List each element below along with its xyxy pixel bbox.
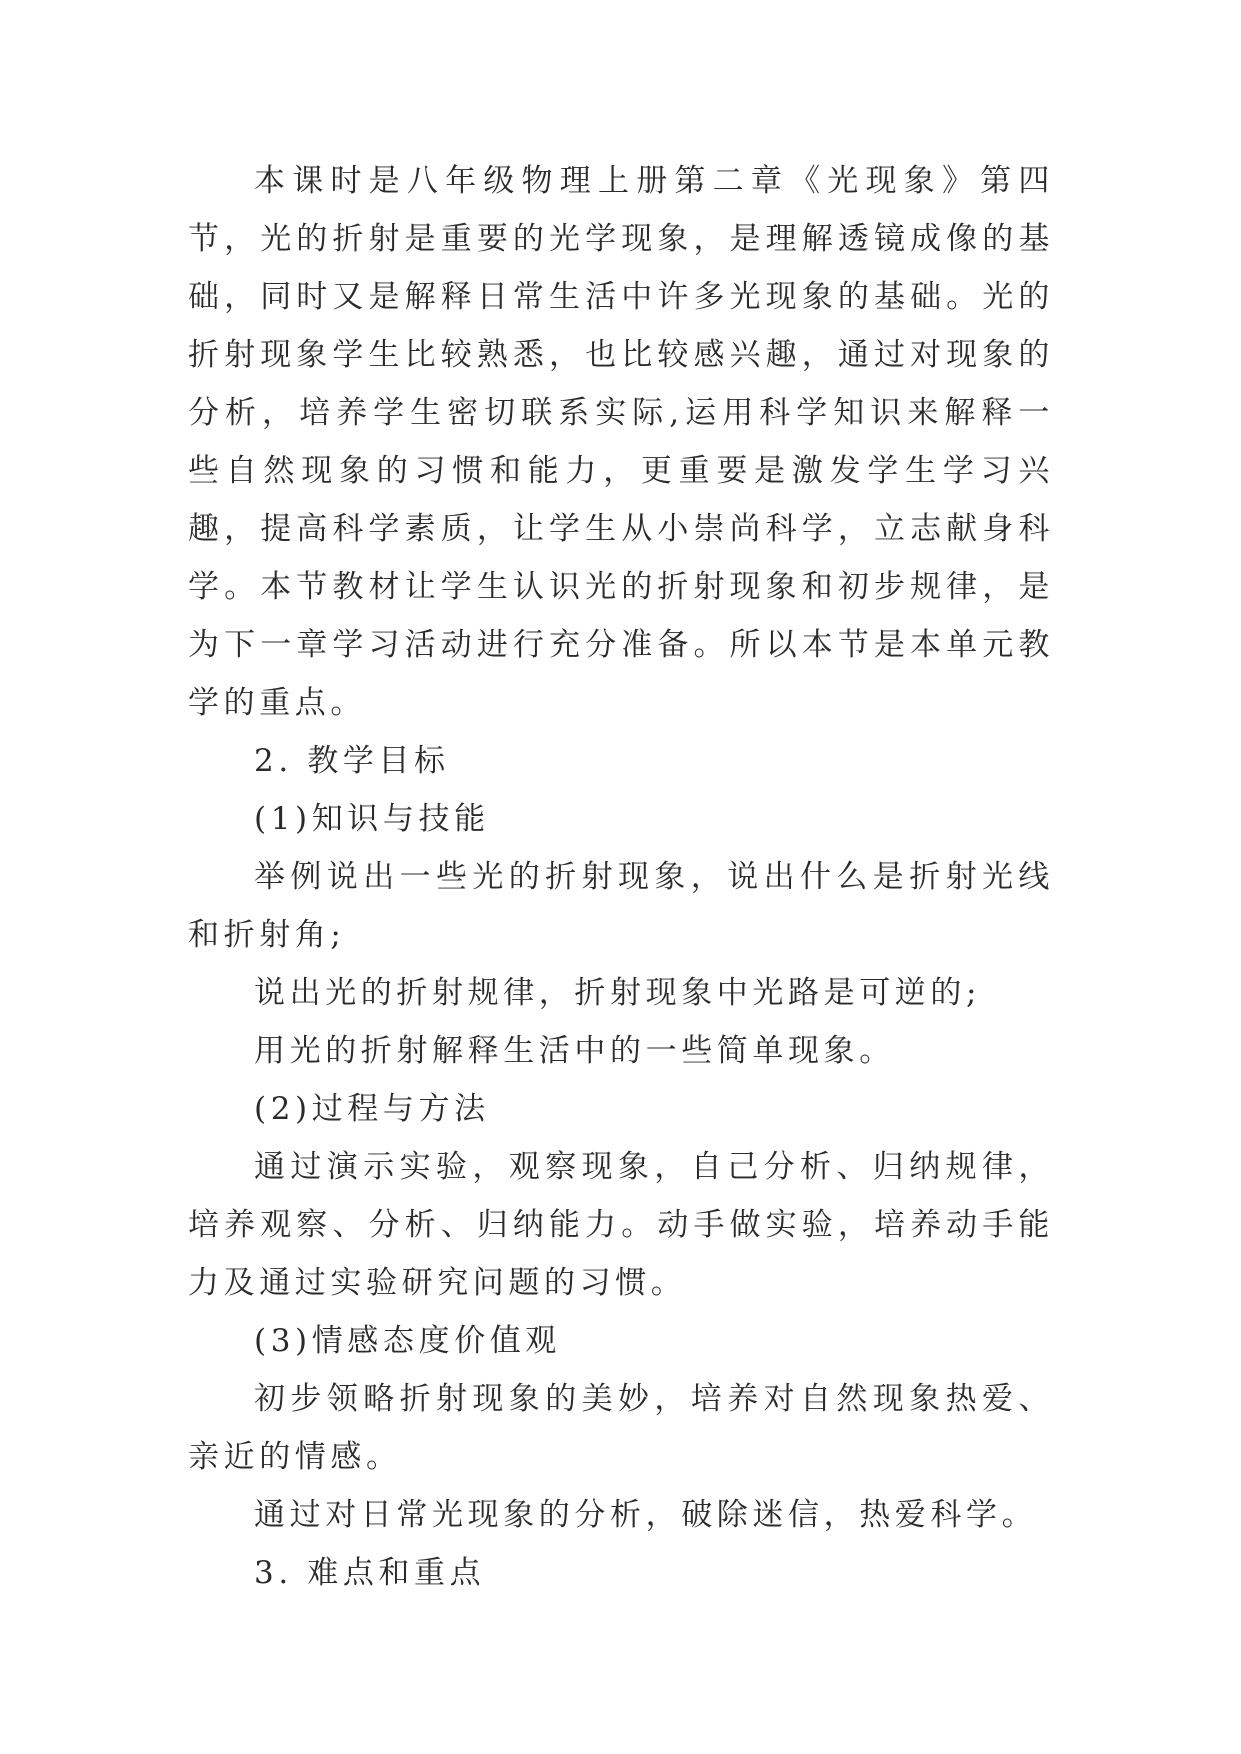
emotion-item-1: 初步领略折射现象的美妙，培养对自然现象热爱、亲近的情感。 (188, 1381, 1054, 1475)
section-heading-teaching-goals: 2. 教学目标 (254, 743, 450, 779)
document-page (188, 152, 1054, 1602)
knowledge-item-2: 说出光的折射规律，折射现象中光路是可逆的; (254, 975, 982, 1011)
knowledge-item-1: 举例说出一些光的折射现象，说出什么是折射光线和折射角; (188, 859, 1054, 953)
subheading-knowledge-skills: (1)知识与技能 (254, 801, 490, 837)
section-heading-difficulties-focus: 3. 难点和重点 (254, 1555, 486, 1591)
subheading-emotion-attitude-values: (3)情感态度价值观 (254, 1323, 561, 1359)
intro-paragraph: 本课时是八年级物理上册第二章《光现象》第四节，光的折射是重要的光学现象，是理解透镜成像的基础，同时又是解释日常生活中许多光现象的基础。光的折射现象学生比较熟悉，也比较感兴趣，通过对现象的分析，培养学生密切联系实际,运用科学知识来解释一些自然现象的习惯和能力，更重要是激发学生学习兴趣，提高科学素质，让学生从小崇尚科学，立志献身科学。本节教材让学生认识光的折射现象和初步规律，是为下一章学习活动进行充分准备。所以本节是本单元教学的重点。 (188, 163, 1054, 721)
knowledge-item-3: 用光的折射解释生活中的一些简单现象。 (254, 1033, 895, 1069)
emotion-item-2: 通过对日常光现象的分析，破除迷信，热爱科学。 (254, 1497, 1038, 1533)
process-methods-paragraph: 通过演示实验，观察现象，自己分析、归纳规律，培养观察、分析、归纳能力。动手做实验，培养动手能力及通过实验研究问题的习惯。 (188, 1149, 1054, 1301)
subheading-process-methods: (2)过程与方法 (254, 1091, 490, 1127)
